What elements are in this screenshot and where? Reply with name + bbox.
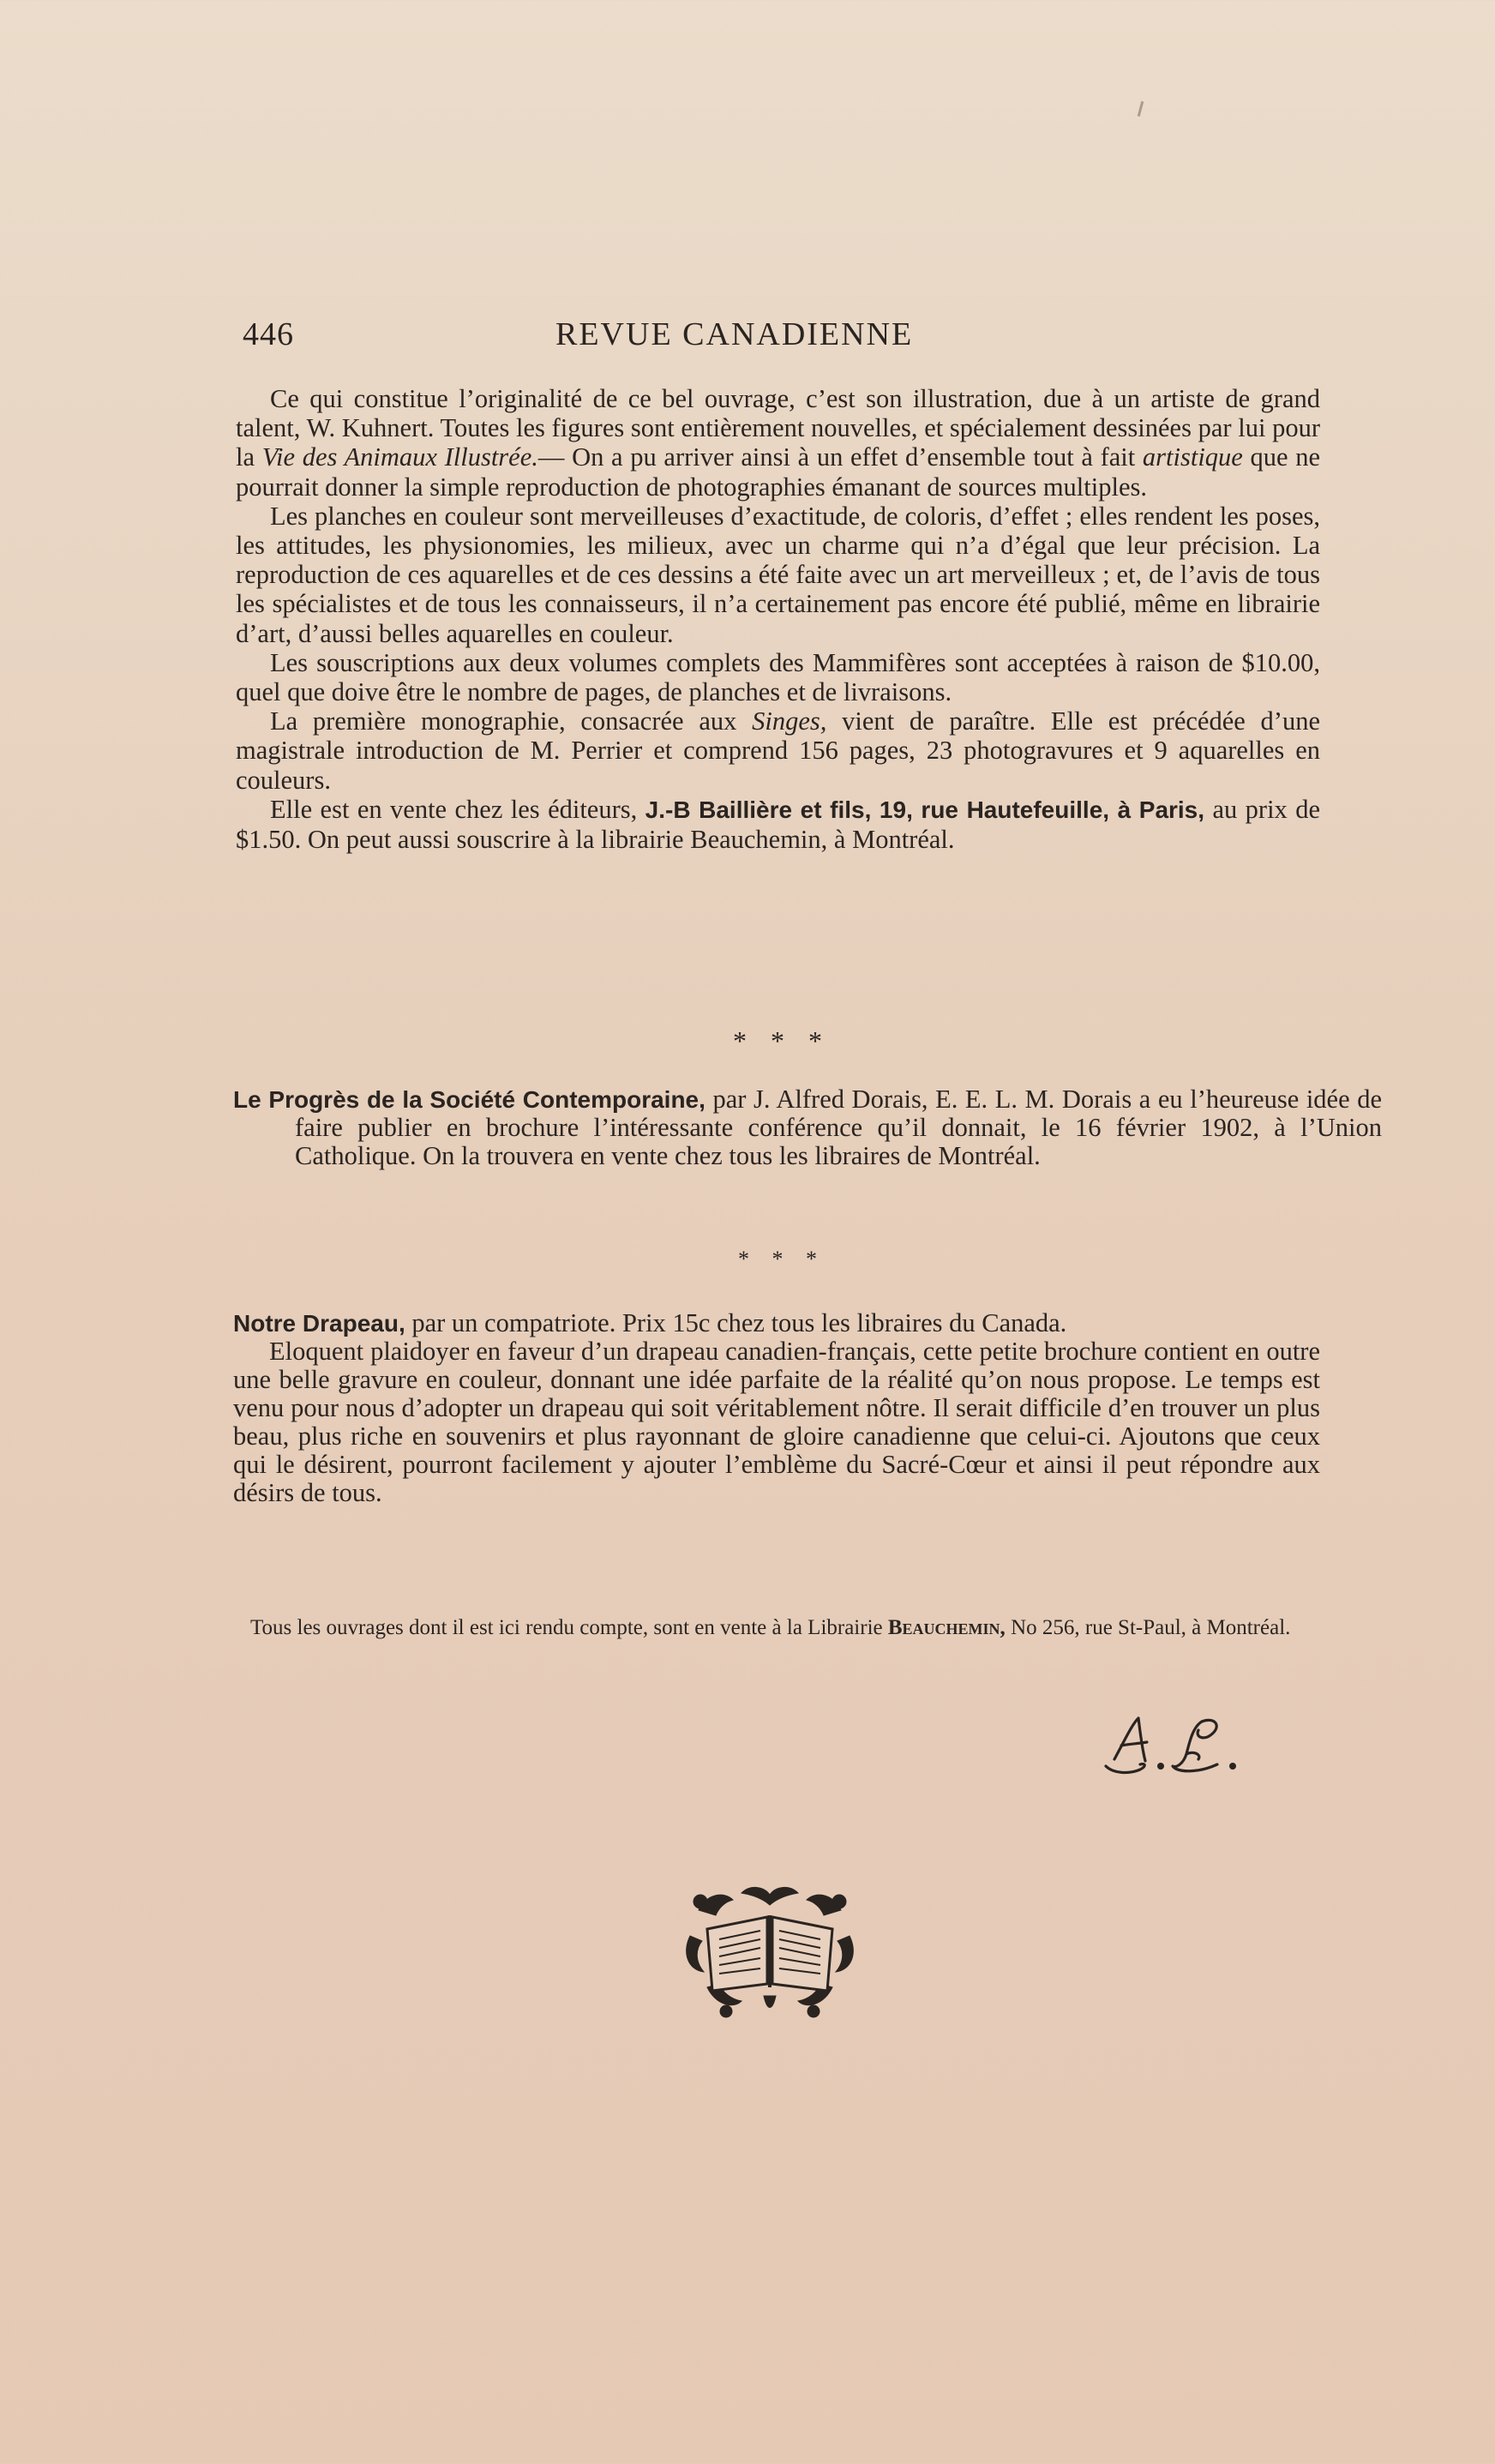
review-title: Notre Drapeau, (233, 1310, 405, 1337)
running-header (243, 316, 1323, 358)
italic-word: artistique (1142, 442, 1243, 472)
italic-singes: Singes, (752, 706, 827, 736)
review-drapeau (233, 1309, 1320, 1507)
paragraph-4: La première monographie, consacrée aux Singes, vient de paraître. Elle est précédée d’une magistrale introduction de M. Perrier et comprend 156 pages, 23 photogravures et 9 aquarelles en couleurs. (236, 706, 1320, 795)
publisher-address: J.-B Baillière et fils, 19, rue Hautefeuille, à Paris, (645, 796, 1205, 823)
review-title: Le Progrès de la Société Contemporaine, (233, 1086, 705, 1113)
section-separator: * * * (733, 1025, 831, 1056)
paper-blemish (1138, 101, 1144, 117)
page-number: 446 (243, 316, 294, 352)
section-separator: * * * (738, 1247, 826, 1271)
review-paragraph: Eloquent plaidoyer en faveur d’un drapeau canadien-français, cette petite brochure contient en outre une belle gravure en couleur, donnant une idée parfaite de la réalité qu’on nous propose. Le temps est venu pour nous d’adopter un drapeau qui soit véritablement nôtre. Il serait difficile d’en trouver un plus beau, plus riche en souvenirs et plus rayonnant de gloire canadienne que celui-ci. Ajoutons que ceux qui le désirent, pourront facilement y ajouter l’emblème du Sacré-Cœur et ainsi il peut répondre aux désirs de tous. (233, 1337, 1320, 1507)
printer-ornament-icon (681, 1876, 858, 2022)
review-progres (233, 1085, 1382, 1170)
running-title: REVUE CANADIENNE (555, 316, 914, 352)
paragraph-2: Les planches en couleur sont merveilleuses d’exactitude, de coloris, d’effet ; elles rendent les poses, les attitudes, les physionomies, les milieux, avec un charme qui n’a d’égal que leur précision. La reproduction de ces aquarelles et de ces dessins a été faite avec un art merveilleux ; et, de l’avis de tous les spécialistes et de tous les connaisseurs, il n’a certainement pas encore été publié, même en librairie d’art, d’aussi belles aquarelles en couleur. (236, 501, 1320, 648)
article-body (236, 384, 1320, 854)
publisher-name: Beauchemin, (887, 1616, 1006, 1639)
footnote: Tous les ouvrages dont il est ici rendu compte, sont en vente à la Librairie Beauchemin, No 256, rue St-Paul, à Montréal. (250, 1616, 1291, 1639)
paragraph-1: Ce qui constitue l’originalité de ce bel ouvrage, c’est son illustration, due à un artiste de grand talent, W. Kuhnert. Toutes les figures sont entièrement nouvelles, et spécialement dessinées par lui pour la Vie des Animaux Illustrée.— On a pu arriver ainsi à un effet d’ensemble tout à fait artistique que ne pourrait donner la simple reproduction de photographies émanant de sources multiples. (236, 384, 1321, 502)
paragraph-3: Les souscriptions aux deux volumes complets des Mammifères sont acceptées à raison de $10.00, quel que doive être le nombre de pages, de planches et de livraisons. (236, 647, 1320, 707)
signature-initials (1090, 1706, 1262, 1783)
review-text: par J. Alfred Dorais, E. E. L. M. Dorais a eu l’heureuse idée de faire publier en brochure l’intéressante conférence qu’il donnait, le 16 février 1902, à l’Union Catholique. On la trouvera en vente chez tous les libraires de Montréal. (295, 1085, 1382, 1170)
italic-title: Vie des Animaux Illustrée. (261, 442, 538, 472)
paragraph-5: Elle est en vente chez les éditeurs, J.-B Baillière et fils, 19, rue Hautefeuille, à Paris, au prix de $1.50. On peut aussi souscrire à la librairie Beauchemin, à Montréal. (236, 794, 1320, 855)
review-heading-line: Notre Drapeau, par un compatriote. Prix 15c chez tous les libraires du Canada. (233, 1308, 1067, 1337)
